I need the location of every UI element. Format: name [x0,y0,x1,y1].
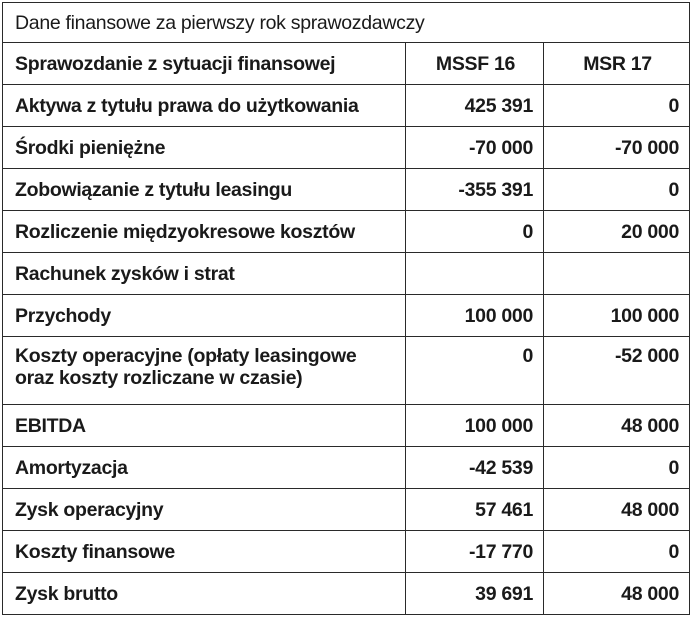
row-value-mssf16: -355 391 [406,169,544,211]
row-value-msr17: -52 000 [544,337,690,405]
row-value-msr17: 0 [544,85,690,127]
row-label: Koszty finansowe [3,531,406,573]
row-value-mssf16 [406,253,544,295]
section-header-income-statement: Rachunek zysków i strat [3,253,406,295]
table-row [3,531,690,573]
table-row [3,85,690,127]
row-value-msr17: 48 000 [544,573,690,615]
row-value-msr17: 100 000 [544,295,690,337]
row-label: Aktywa z tytułu prawa do użytkowania [3,85,406,127]
table-title: Dane finansowe za pierwszy rok sprawozdawczy [3,3,690,43]
row-label: Koszty operacyjne (opłaty leasingowe oraz koszty rozliczane w czasie) [3,337,406,405]
row-value-mssf16: 0 [406,337,544,405]
row-value-mssf16: 100 000 [406,295,544,337]
row-value-msr17: 48 000 [544,405,690,447]
financial-data-table [2,2,690,615]
table-row [3,405,690,447]
row-value-msr17 [544,253,690,295]
row-value-mssf16: -42 539 [406,447,544,489]
row-label: Amortyzacja [3,447,406,489]
row-value-msr17: 0 [544,447,690,489]
table-row [3,573,690,615]
row-value-msr17: 48 000 [544,489,690,531]
row-value-mssf16: 100 000 [406,405,544,447]
section-header-balance-sheet: Sprawozdanie z sytuacji finansowej [3,43,406,85]
row-value-msr17: 0 [544,531,690,573]
table-row [3,127,690,169]
row-value-mssf16: -17 770 [406,531,544,573]
table-row [3,489,690,531]
row-label: Środki pieniężne [3,127,406,169]
financial-table-container [2,2,689,614]
row-value-mssf16: -70 000 [406,127,544,169]
row-label: Zysk operacyjny [3,489,406,531]
table-header-row [3,43,690,85]
row-value-mssf16: 57 461 [406,489,544,531]
row-value-msr17: -70 000 [544,127,690,169]
row-value-mssf16: 39 691 [406,573,544,615]
table-row [3,337,690,405]
table-title-row [3,3,690,43]
table-row [3,295,690,337]
table-row [3,447,690,489]
column-header-mssf16: MSSF 16 [406,43,544,85]
section-header-row [3,253,690,295]
column-header-msr17: MSR 17 [544,43,690,85]
row-value-msr17: 20 000 [544,211,690,253]
row-value-mssf16: 425 391 [406,85,544,127]
row-value-mssf16: 0 [406,211,544,253]
row-label: Przychody [3,295,406,337]
row-label: Zobowiązanie z tytułu leasingu [3,169,406,211]
row-label: EBITDA [3,405,406,447]
row-label: Zysk brutto [3,573,406,615]
row-label: Rozliczenie międzyokresowe kosztów [3,211,406,253]
table-row [3,169,690,211]
table-row [3,211,690,253]
row-value-msr17: 0 [544,169,690,211]
